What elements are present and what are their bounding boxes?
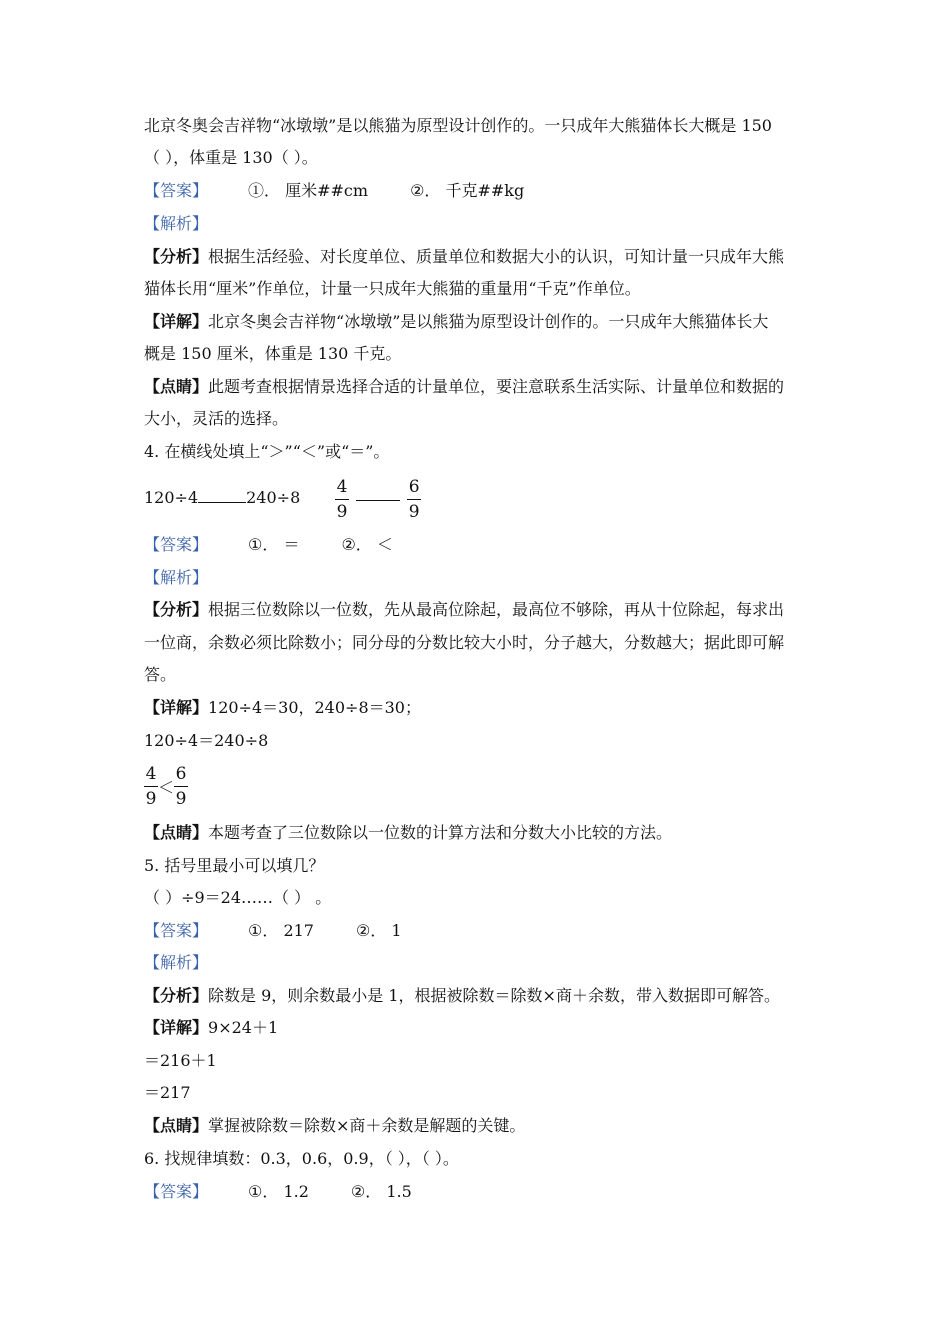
- answer-tag: 【答案】: [144, 921, 209, 940]
- expr-120-div-4: 120÷4: [144, 488, 199, 507]
- detail-tag: 【详解】: [144, 312, 209, 331]
- detail-text: 120÷4＝30，240÷8＝30；: [208, 698, 421, 717]
- fraction-bar: [174, 786, 188, 787]
- q5-title: 5. 括号里最小可以填几？: [144, 856, 325, 875]
- q5-detail-line-2: ＝216＋1: [144, 1051, 217, 1070]
- q5-answer: [144, 919, 402, 943]
- denominator: 9: [175, 789, 187, 809]
- numerator: 4: [145, 764, 157, 784]
- answer-1: ①． 1.2: [248, 1182, 309, 1201]
- q3-comment-line-1: [144, 375, 784, 399]
- comment-tag: 【点睛】: [144, 377, 209, 396]
- detail-text: 9×24＋1: [208, 1018, 279, 1037]
- q6-title: 6. 找规律填数：0.3，0.6，0.9，（ ），（ ）。: [144, 1149, 459, 1168]
- answer-1: ①． 厘米##cm: [248, 181, 369, 200]
- q3-answer: [144, 179, 524, 203]
- denominator: 9: [336, 502, 348, 522]
- analysis-text: 根据三位数除以一位数，先从最高位除起，最高位不够除，再从十位除起，每求出: [208, 600, 785, 619]
- comment-text: 掌握被除数＝除数×商＋余数是解题的关键。: [208, 1116, 526, 1135]
- q5-comment-line-1: [144, 1114, 525, 1138]
- q4-analysis-line-3: 答。: [144, 665, 177, 684]
- fraction-4-9: [144, 763, 158, 810]
- detail-tag: 【详解】: [144, 1018, 209, 1037]
- q4-analysis-line-1: [144, 598, 784, 622]
- expr-240-div-8: 240÷8: [246, 488, 301, 507]
- q5-stem: （ ）÷9＝24……（ ） 。: [144, 888, 332, 907]
- fraction-bar: [335, 499, 349, 500]
- q3-detail-line-1: [144, 310, 768, 334]
- less-than-sign: ＜: [158, 778, 175, 797]
- denominator: 9: [145, 789, 157, 809]
- answer-2: ②． 1: [356, 921, 402, 940]
- answer-tag: 【答案】: [144, 1182, 209, 1201]
- answer-1: ①． ＝: [248, 535, 300, 554]
- detail-tag: 【详解】: [144, 698, 209, 717]
- q4-answer: [144, 533, 393, 557]
- q6-answer: [144, 1180, 412, 1204]
- q4-detail-line-2: 120÷4＝240÷8: [144, 731, 269, 750]
- analysis-tag: 【分析】: [144, 986, 209, 1005]
- q4-expr-left: [144, 486, 300, 510]
- analysis-text: 根据生活经验、对长度单位、质量单位和数据大小的认识，可知计量一只成年大熊: [208, 247, 785, 266]
- numerator: 6: [408, 477, 420, 497]
- fraction-bar: [144, 786, 158, 787]
- q5-analysis-line-1: [144, 984, 780, 1008]
- q4-fraction-compare: [335, 476, 421, 523]
- q3-jiexi-tag: 【解析】: [144, 214, 209, 233]
- q3-analysis-line-2: 猫体长用“厘米”作单位，计量一只成年大熊猫的重量用“千克”作单位。: [144, 279, 641, 298]
- q5-detail-line-1: [144, 1016, 278, 1040]
- q4-analysis-line-2: 一位商，余数必须比除数小；同分母的分数比较大小时，分子越大，分数越大；据此即可解: [144, 633, 785, 652]
- q3-stem-line-2: （ ），体重是 130（ ）。: [144, 148, 318, 167]
- fraction-6-9: [407, 476, 421, 523]
- fraction-4-9: [335, 476, 349, 523]
- answer-1: ①． 217: [248, 921, 314, 940]
- analysis-text: 除数是 9，则余数最小是 1，根据被除数＝除数×商＋余数，带入数据即可解答。: [208, 986, 780, 1005]
- q5-detail-line-3: ＝217: [144, 1083, 191, 1102]
- analysis-tag: 【分析】: [144, 247, 209, 266]
- q3-detail-line-2: 概是 150 厘米，体重是 130 千克。: [144, 344, 402, 363]
- q3-comment-line-2: 大小，灵活的选择。: [144, 409, 289, 428]
- analysis-tag: 【分析】: [144, 600, 209, 619]
- q4-detail-line-1: [144, 696, 421, 720]
- q4-detail-fraction-compare: [144, 763, 188, 810]
- numerator: 4: [336, 477, 348, 497]
- q5-jiexi-tag: 【解析】: [144, 953, 209, 972]
- q4-comment-line-1: [144, 821, 672, 845]
- fraction-6-9: [174, 763, 188, 810]
- answer-blank-2[interactable]: [356, 499, 400, 501]
- answer-2: ②． 1.5: [350, 1182, 412, 1201]
- q4-title: 4. 在横线处填上“＞”“＜”或“＝”。: [144, 442, 390, 461]
- q4-jiexi-tag: 【解析】: [144, 568, 209, 587]
- comment-text: 本题考查了三位数除以一位数的计算方法和分数大小比较的方法。: [208, 823, 673, 842]
- answer-tag: 【答案】: [144, 181, 209, 200]
- answer-2: ②． 千克##kg: [410, 181, 525, 200]
- comment-tag: 【点睛】: [144, 1116, 209, 1135]
- comment-text: 此题考查根据情景选择合适的计量单位，要注意联系生活实际、计量单位和数据的: [208, 377, 785, 396]
- numerator: 6: [175, 764, 187, 784]
- answer-blank-1[interactable]: [198, 486, 246, 503]
- detail-text: 北京冬奥会吉祥物“冰墩墩”是以熊猫为原型设计创作的。一只成年大熊猫体长大: [208, 312, 769, 331]
- answer-tag: 【答案】: [144, 535, 209, 554]
- comment-tag: 【点睛】: [144, 823, 209, 842]
- answer-2: ②． ＜: [341, 535, 393, 554]
- q3-stem-line-1: 北京冬奥会吉祥物“冰墩墩”是以熊猫为原型设计创作的。一只成年大熊猫体长大概是 150: [144, 116, 772, 135]
- q3-analysis-line-1: [144, 245, 784, 269]
- fraction-bar: [407, 499, 421, 500]
- denominator: 9: [408, 502, 420, 522]
